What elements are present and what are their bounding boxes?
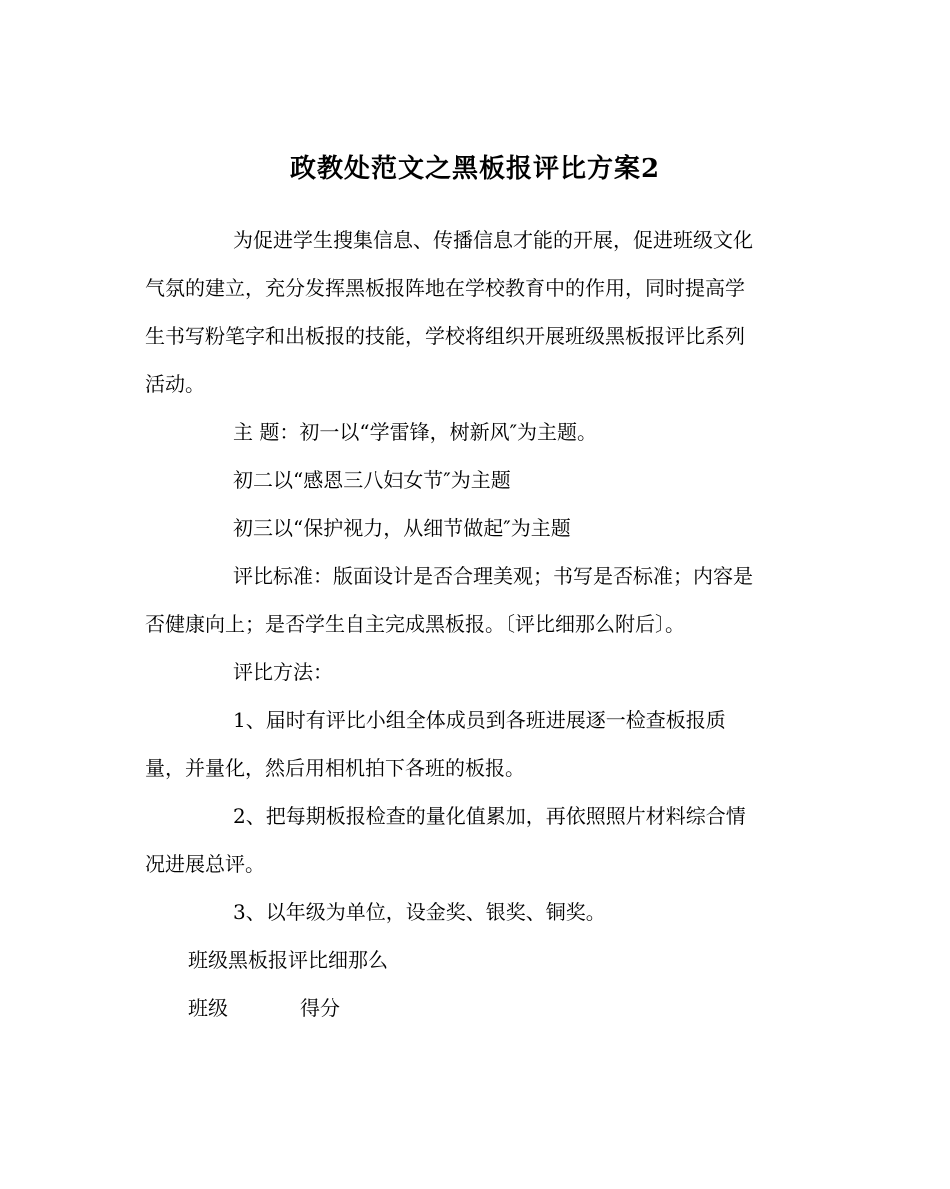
method-item-3-line-1: 3、以年级为单位，设金奖、银奖、铜奖。	[233, 900, 606, 924]
method-item-2-line-2: 况进展总评。	[145, 852, 265, 876]
theme-grade3: 初三以“保护视力，从细节做起″为主题	[233, 516, 571, 540]
criteria-line-1: 评比标准：版面设计是否合理美观；书写是否标准；内容是	[233, 564, 753, 588]
document-body	[145, 216, 805, 1032]
theme-grade1: 主 题：初一以“学雷锋，树新风″为主题。	[233, 420, 598, 444]
intro-line-1: 为促进学生搜集信息、传播信息才能的开展，促进班级文化	[233, 228, 753, 252]
intro-line-4: 活动。	[145, 372, 205, 396]
rules-table-header	[145, 984, 805, 1032]
method-heading: 评比方法：	[233, 660, 333, 684]
table-header-score: 得分	[300, 996, 340, 1020]
document-title: 政教处范文之黑板报评比方案2	[289, 154, 661, 185]
intro-line-2: 气氛的建立，充分发挥黑板报阵地在学校教育中的作用，同时提高学	[145, 276, 745, 300]
method-item-2-line-1: 2、把每期板报检查的量化值累加，再依照照片材料综合情	[233, 804, 746, 828]
rules-title: 班级黑板报评比细那么	[188, 948, 388, 972]
method-item-1-line-2: 量，并量化，然后用相机拍下各班的板报。	[145, 756, 525, 780]
table-header-class: 班级	[188, 996, 228, 1020]
intro-line-3: 生书写粉笔字和出板报的技能，学校将组织开展班级黑板报评比系列	[145, 324, 745, 348]
criteria-line-2: 否健康向上；是否学生自主完成黑板报。〔评比细那么附后〕。	[145, 612, 685, 636]
method-item-1-line-1: 1、届时有评比小组全体成员到各班进展逐一检查板报质	[233, 708, 726, 732]
theme-grade2: 初二以“感恩三八妇女节″为主题	[233, 468, 511, 492]
